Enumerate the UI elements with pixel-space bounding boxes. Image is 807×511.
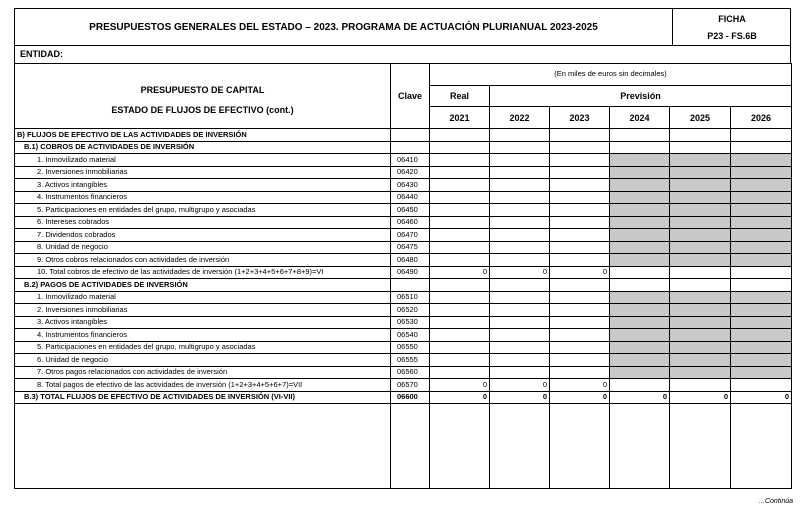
value-cell[interactable]: 0 <box>430 379 490 392</box>
value-cell[interactable] <box>490 254 550 267</box>
value-cell[interactable] <box>430 341 490 354</box>
value-cell[interactable] <box>490 279 550 292</box>
value-cell[interactable] <box>550 216 610 229</box>
value-cell[interactable] <box>731 254 792 267</box>
value-cell[interactable] <box>550 129 610 142</box>
value-cell[interactable]: 0 <box>490 391 550 404</box>
value-cell[interactable] <box>731 216 792 229</box>
value-cell[interactable] <box>550 341 610 354</box>
value-cell[interactable] <box>670 216 731 229</box>
row-label: B.3) TOTAL FLUJOS DE EFECTIVO DE ACTIVIDADES DE INVERSIÓN (VI-VII) <box>15 391 391 404</box>
value-cell[interactable] <box>550 191 610 204</box>
value-cell[interactable] <box>670 379 731 392</box>
value-cell[interactable] <box>490 129 550 142</box>
value-cell[interactable] <box>670 266 731 279</box>
row-clave: 06410 <box>391 154 430 167</box>
value-cell[interactable] <box>430 354 490 367</box>
row-clave <box>391 141 430 154</box>
value-cell[interactable] <box>731 179 792 192</box>
ficha-box <box>672 9 791 45</box>
row-clave: 06530 <box>391 316 430 329</box>
table-row <box>15 254 792 267</box>
value-cell[interactable] <box>550 154 610 167</box>
value-cell[interactable] <box>731 154 792 167</box>
value-cell[interactable] <box>490 166 550 179</box>
table-row <box>15 241 792 254</box>
value-cell[interactable] <box>550 141 610 154</box>
table-row <box>15 379 792 392</box>
value-cell[interactable] <box>610 304 670 317</box>
table-row <box>15 366 792 379</box>
table-row <box>15 191 792 204</box>
row-label: 3. Activos intangibles <box>15 316 391 329</box>
value-cell[interactable] <box>670 354 731 367</box>
value-cell[interactable] <box>670 204 731 217</box>
value-cell[interactable] <box>610 279 670 292</box>
value-cell[interactable] <box>731 291 792 304</box>
value-cell[interactable] <box>490 229 550 242</box>
year-header: 2021 <box>430 107 490 129</box>
value-cell[interactable] <box>731 129 792 142</box>
row-clave: 06450 <box>391 204 430 217</box>
value-cell[interactable] <box>490 354 550 367</box>
value-cell[interactable]: 0 <box>490 379 550 392</box>
row-clave: 06475 <box>391 241 430 254</box>
value-cell[interactable] <box>550 354 610 367</box>
row-clave: 06480 <box>391 254 430 267</box>
prevision-header: Previsión <box>490 85 792 107</box>
value-cell[interactable] <box>670 154 731 167</box>
value-cell[interactable] <box>430 129 490 142</box>
row-label: 6. Intereses cobrados <box>15 216 391 229</box>
row-label: 7. Otros pagos relacionados con actividades de inversión <box>15 366 391 379</box>
value-cell[interactable] <box>670 129 731 142</box>
value-cell[interactable] <box>430 191 490 204</box>
table-row <box>15 129 792 142</box>
value-cell[interactable] <box>610 141 670 154</box>
table-row <box>15 204 792 217</box>
value-cell[interactable] <box>430 304 490 317</box>
row-clave: 06555 <box>391 354 430 367</box>
form-header <box>14 8 791 46</box>
value-cell[interactable] <box>610 379 670 392</box>
table-row <box>15 166 792 179</box>
blank-area <box>15 404 391 489</box>
value-cell[interactable] <box>430 154 490 167</box>
table-row <box>15 179 792 192</box>
value-cell[interactable] <box>490 304 550 317</box>
value-cell[interactable] <box>670 141 731 154</box>
year-header: 2025 <box>670 107 731 129</box>
row-clave: 06460 <box>391 216 430 229</box>
value-cell[interactable] <box>670 291 731 304</box>
value-cell[interactable] <box>430 204 490 217</box>
table-row <box>15 154 792 167</box>
value-cell[interactable] <box>610 341 670 354</box>
value-cell[interactable] <box>550 229 610 242</box>
row-label: 1. Inmovilizado material <box>15 291 391 304</box>
row-label: 9. Otros cobros relacionados con actividades de inversión <box>15 254 391 267</box>
row-label: 5. Participaciones en entidades del grupo, multigrupo y asociadas <box>15 341 391 354</box>
row-clave: 06420 <box>391 166 430 179</box>
value-cell[interactable] <box>731 366 792 379</box>
value-cell[interactable] <box>550 179 610 192</box>
value-cell[interactable] <box>430 366 490 379</box>
value-cell[interactable] <box>550 366 610 379</box>
value-cell[interactable] <box>731 166 792 179</box>
row-clave: 06490 <box>391 266 430 279</box>
row-label: 3. Activos intangibles <box>15 179 391 192</box>
row-clave: 06540 <box>391 329 430 342</box>
value-cell[interactable] <box>731 279 792 292</box>
value-cell[interactable] <box>490 154 550 167</box>
value-cell[interactable] <box>430 329 490 342</box>
value-cell[interactable] <box>490 341 550 354</box>
table-row <box>15 266 792 279</box>
row-label: 4. Instrumentos financieros <box>15 191 391 204</box>
value-cell[interactable] <box>490 291 550 304</box>
entidad-field[interactable]: ENTIDAD: <box>14 45 791 64</box>
row-clave: 06470 <box>391 229 430 242</box>
value-cell[interactable] <box>490 191 550 204</box>
row-label: 10. Total cobros de efectivo de las actividades de inversión (1+2+3+4+5+6+7+8+9)=VI <box>15 266 391 279</box>
value-cell[interactable] <box>670 304 731 317</box>
table-row <box>15 279 792 292</box>
real-header: Real <box>430 85 490 107</box>
value-cell[interactable] <box>430 216 490 229</box>
value-cell[interactable] <box>550 279 610 292</box>
row-label: 8. Total pagos de efectivo de las actividades de inversión (1+2+3+4+5+6+7)=VII <box>15 379 391 392</box>
row-label: 6. Unidad de negocio <box>15 354 391 367</box>
value-cell[interactable] <box>610 179 670 192</box>
row-clave: 06510 <box>391 291 430 304</box>
value-cell[interactable] <box>610 216 670 229</box>
value-cell[interactable] <box>670 241 731 254</box>
head-title-1: PRESUPUESTO DE CAPITAL <box>140 85 265 95</box>
value-cell[interactable] <box>430 179 490 192</box>
value-cell[interactable] <box>490 329 550 342</box>
value-cell[interactable] <box>430 229 490 242</box>
table-row <box>15 229 792 242</box>
value-cell[interactable] <box>550 254 610 267</box>
value-cell[interactable] <box>490 241 550 254</box>
value-cell[interactable] <box>610 329 670 342</box>
value-cell[interactable] <box>670 341 731 354</box>
value-cell[interactable] <box>490 316 550 329</box>
value-cell[interactable] <box>731 191 792 204</box>
row-label: B.1) COBROS DE ACTIVIDADES DE INVERSIÓN <box>15 141 391 154</box>
value-cell[interactable]: 0 <box>550 379 610 392</box>
value-cell[interactable] <box>731 379 792 392</box>
value-cell[interactable] <box>490 366 550 379</box>
table-row <box>15 216 792 229</box>
value-cell[interactable] <box>550 241 610 254</box>
value-cell[interactable] <box>430 291 490 304</box>
head-title-2: ESTADO DE FLUJOS DE EFECTIVO (cont.) <box>111 105 294 115</box>
value-cell[interactable]: 0 <box>430 266 490 279</box>
value-cell[interactable] <box>550 291 610 304</box>
value-cell[interactable] <box>610 154 670 167</box>
value-cell[interactable] <box>731 329 792 342</box>
value-cell[interactable] <box>610 266 670 279</box>
value-cell[interactable] <box>670 329 731 342</box>
value-cell[interactable] <box>670 316 731 329</box>
value-cell[interactable] <box>490 216 550 229</box>
value-cell[interactable] <box>430 316 490 329</box>
value-cell[interactable] <box>731 204 792 217</box>
continua-note: ...Continúa <box>759 498 793 505</box>
year-header: 2022 <box>490 107 550 129</box>
row-clave: 06550 <box>391 341 430 354</box>
value-cell[interactable] <box>430 254 490 267</box>
value-cell[interactable] <box>610 354 670 367</box>
value-cell[interactable] <box>610 166 670 179</box>
table-row <box>15 391 792 404</box>
value-cell[interactable] <box>731 304 792 317</box>
table-row <box>15 291 792 304</box>
row-clave: 06430 <box>391 179 430 192</box>
table-row <box>15 354 792 367</box>
row-label: B) FLUJOS DE EFECTIVO DE LAS ACTIVIDADES DE INVERSIÓN <box>15 129 391 142</box>
row-label: B.2) PAGOS DE ACTIVIDADES DE INVERSIÓN <box>15 279 391 292</box>
table-row <box>15 316 792 329</box>
value-cell[interactable] <box>731 229 792 242</box>
row-label: 4. Instrumentos financieros <box>15 329 391 342</box>
row-clave: 06570 <box>391 379 430 392</box>
value-cell[interactable] <box>670 166 731 179</box>
row-clave: 06440 <box>391 191 430 204</box>
year-header: 2024 <box>610 107 670 129</box>
page-title: PRESUPUESTOS GENERALES DEL ESTADO – 2023. PROGRAMA DE ACTUACIÓN PLURIANUAL 2023-2025 <box>89 21 598 33</box>
value-cell[interactable]: 0 <box>610 391 670 404</box>
table-row <box>15 341 792 354</box>
value-cell[interactable]: 0 <box>490 266 550 279</box>
table-row <box>15 329 792 342</box>
cash-flow-table <box>14 63 792 489</box>
row-label: 8. Unidad de negocio <box>15 241 391 254</box>
row-label: 5. Participaciones en entidades del grupo, multigrupo y asociadas <box>15 204 391 217</box>
value-cell[interactable] <box>670 191 731 204</box>
table-head-title <box>15 64 391 129</box>
row-clave: 06520 <box>391 304 430 317</box>
row-clave <box>391 279 430 292</box>
value-cell[interactable] <box>610 366 670 379</box>
value-cell[interactable] <box>610 129 670 142</box>
value-cell[interactable] <box>670 254 731 267</box>
value-cell[interactable] <box>610 229 670 242</box>
units-note: (En miles de euros sin decimales) <box>430 64 792 86</box>
row-clave: 06560 <box>391 366 430 379</box>
row-clave: 06600 <box>391 391 430 404</box>
value-cell[interactable]: 0 <box>670 391 731 404</box>
value-cell[interactable] <box>490 179 550 192</box>
value-cell[interactable] <box>670 366 731 379</box>
row-label: 2. Inversiones inmobiliarias <box>15 166 391 179</box>
value-cell[interactable] <box>550 316 610 329</box>
row-label: 2. Inversiones inmobiliarias <box>15 304 391 317</box>
value-cell[interactable] <box>550 304 610 317</box>
value-cell[interactable] <box>610 191 670 204</box>
value-cell[interactable] <box>670 179 731 192</box>
value-cell[interactable] <box>550 204 610 217</box>
value-cell[interactable] <box>610 241 670 254</box>
value-cell[interactable] <box>731 241 792 254</box>
value-cell[interactable] <box>731 266 792 279</box>
value-cell[interactable] <box>550 166 610 179</box>
value-cell[interactable] <box>731 341 792 354</box>
clave-header: Clave <box>391 64 430 129</box>
value-cell[interactable] <box>610 291 670 304</box>
row-clave <box>391 129 430 142</box>
value-cell[interactable] <box>610 316 670 329</box>
table-row <box>15 304 792 317</box>
value-cell[interactable] <box>731 354 792 367</box>
ficha-label: FICHA <box>718 14 746 24</box>
value-cell[interactable]: 0 <box>550 266 610 279</box>
value-cell[interactable]: 0 <box>550 391 610 404</box>
value-cell[interactable] <box>731 316 792 329</box>
value-cell[interactable] <box>430 279 490 292</box>
value-cell[interactable]: 0 <box>731 391 792 404</box>
ficha-code: P23 - FS.6B <box>707 31 757 41</box>
value-cell[interactable] <box>610 254 670 267</box>
value-cell[interactable] <box>550 329 610 342</box>
row-label: 7. Dividendos cobrados <box>15 229 391 242</box>
row-label: 1. Inmovilizado material <box>15 154 391 167</box>
value-cell[interactable] <box>731 141 792 154</box>
year-header: 2026 <box>731 107 792 129</box>
value-cell[interactable] <box>430 166 490 179</box>
value-cell[interactable] <box>430 241 490 254</box>
year-header: 2023 <box>550 107 610 129</box>
value-cell[interactable] <box>430 141 490 154</box>
value-cell[interactable] <box>490 204 550 217</box>
value-cell[interactable] <box>490 141 550 154</box>
value-cell[interactable] <box>670 279 731 292</box>
value-cell[interactable] <box>670 229 731 242</box>
table-row <box>15 141 792 154</box>
value-cell[interactable] <box>610 204 670 217</box>
value-cell[interactable]: 0 <box>430 391 490 404</box>
